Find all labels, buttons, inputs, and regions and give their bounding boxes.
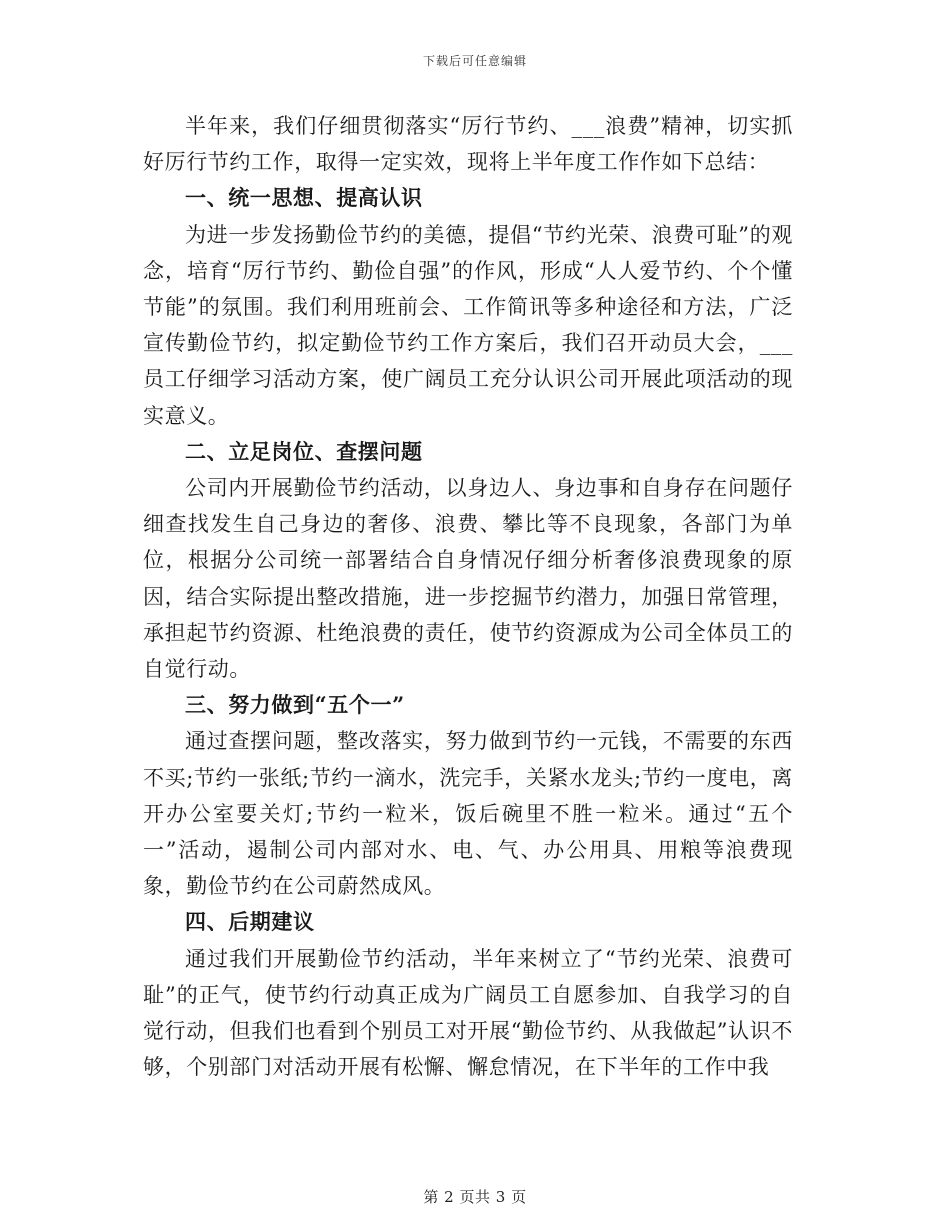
- section-2-paragraph: 公司内开展勤俭节约活动，以身边人、身边事和自身存在问题仔细查找发生自己身边的奢侈、浪费、攀比等不良现象，各部门为单位，根据分公司统一部署结合自身情况仔细分析奢侈浪费现象的原因，结合实际提出整改措施，进一步挖掘节约潜力，加强日常管理，承担起节约资源、杜绝浪费的责任，使节约资源成为公司全体员工的自觉行动。: [143, 476, 793, 682]
- page-footer: 第 2 页共 3 页: [423, 1188, 527, 1206]
- section-1-heading: 一、统一思想、提高认识: [185, 185, 423, 211]
- intro-paragraph: 半年来，我们仔细贯彻落实“厉行节约、___浪费”精神，切实抓好厉行节约工作，取得一定实效，现将上半年度工作作如下总结：: [143, 114, 793, 175]
- section-3-heading: 三、努力做到“五个一”: [185, 692, 405, 718]
- section-3-paragraph: 通过查摆问题，整改落实，努力做到节约一元钱，不需要的东西不买;节约一张纸;节约一滴水，洗完手，关紧水龙头;节约一度电，离开办公室要关灯;节约一粒米，饭后碗里不胜一粒米。通过“五个一”活动，遏制公司内部对水、电、气、办公用具、用粮等浪费现象，勤俭节约在公司蔚然成风。: [143, 729, 793, 899]
- document-body: [143, 108, 793, 1085]
- section-2-heading: 二、立足岗位、查摆问题: [185, 438, 423, 464]
- section-4-paragraph: 通过我们开展勤俭节约活动，半年来树立了“节约光荣、浪费可耻”的正气，使节约行动真正成为广阔员工自愿参加、自我学习的自觉行动，但我们也看到个别员工对开展“勤俭节约、从我做起”认识不够，个别部门对活动开展有松懈、懈怠情况，在下半年的工作中我: [143, 946, 793, 1080]
- section-1-paragraph: 为进一步发扬勤俭节约的美德，提倡“节约光荣、浪费可耻”的观念，培育“厉行节约、勤俭自强”的作风，形成“人人爱节约、个个懂节能”的氛围。我们利用班前会、工作简讯等多种途径和方法，广泛宣传勤俭节约，拟定勤俭节约工作方案后，我们召开动员大会，___员工仔细学习活动方案，使广阔员工充分认识公司开展此项活动的现实意义。: [143, 222, 793, 428]
- section-4-heading: 四、后期建议: [185, 909, 315, 935]
- page-header: 下载后可任意编辑: [422, 54, 527, 68]
